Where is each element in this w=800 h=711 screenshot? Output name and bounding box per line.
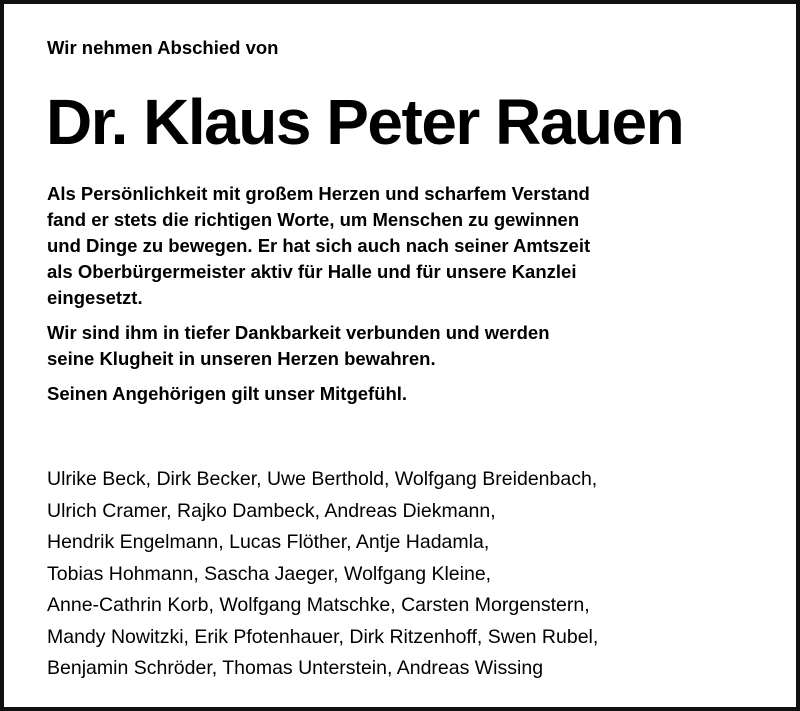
signers-line: Anne-Cathrin Korb, Wolfgang Matschke, Carsten Morgenstern, xyxy=(47,594,590,616)
deceased-name: Dr. Klaus Peter Rauen xyxy=(46,86,684,158)
gratitude-paragraph xyxy=(47,320,767,372)
signers-line: Tobias Hohmann, Sascha Jaeger, Wolfgang Kleine, xyxy=(47,562,492,585)
condolence-paragraph xyxy=(47,381,767,407)
tribute-line: eingesetzt. xyxy=(47,287,143,308)
signers-line: Ulrich Cramer, Rajko Dambeck, Andreas Diekmann, xyxy=(47,499,496,522)
condolence-line: Seinen Angehörigen gilt unser Mitgefühl. xyxy=(47,383,408,404)
signers-line: Hendrik Engelmann, Lucas Flöther, Antje Hadamla, xyxy=(47,531,490,553)
gratitude-line: seine Klugheit in unseren Herzen bewahren. xyxy=(47,348,436,369)
gratitude-line: Wir sind ihm in tiefer Dankbarkeit verbunden und werden xyxy=(47,322,550,343)
tribute-line: und Dinge zu bewegen. Er hat sich auch nach seiner Amtszeit xyxy=(47,235,591,256)
tribute-line: als Oberbürgermeister aktiv für Halle und für unsere Kanzlei xyxy=(47,261,577,282)
tribute-line: Als Persönlichkeit mit großem Herzen und scharfem Verstand xyxy=(47,183,590,204)
tribute-text xyxy=(47,181,767,416)
signers-line: Benjamin Schröder, Thomas Unterstein, Andreas Wissing xyxy=(47,657,544,679)
signers-line: Mandy Nowitzki, Erik Pfotenhauer, Dirk Ritzenhoff, Swen Rubel, xyxy=(47,625,599,648)
tribute-paragraph xyxy=(47,181,767,311)
signers-line: Ulrike Beck, Dirk Becker, Uwe Berthold, Wolfgang Breidenbach, xyxy=(47,468,598,490)
intro-text: Wir nehmen Abschied von xyxy=(47,37,279,58)
signers-list xyxy=(47,464,777,685)
tribute-line: fand er stets die richtigen Worte, um Menschen zu gewinnen xyxy=(47,209,580,230)
